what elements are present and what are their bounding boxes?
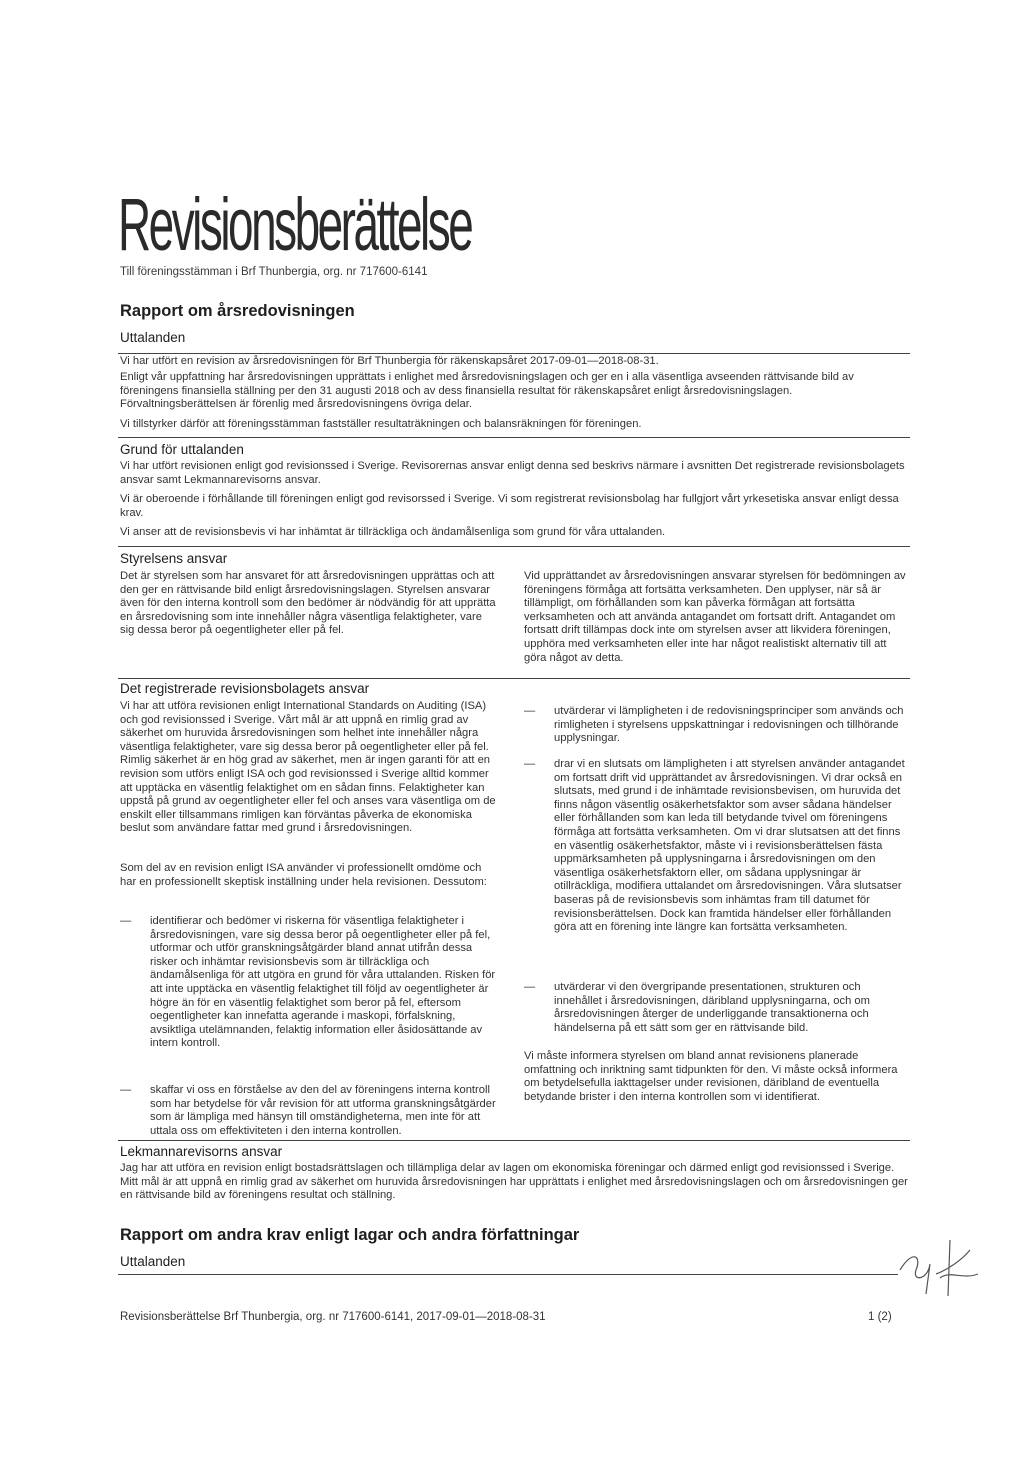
bullet-text: skaffar vi oss en förståelse av den del av föreningens interna kontroll som har betydelse för vår revision för att utforma granskningsåtgärder som är lämpliga med hänsyn till omständigheterna, men inte för att uttala oss om effektiviteten i den interna kontrollen. xyxy=(150,1084,496,1137)
list-item xyxy=(120,915,498,1051)
divider xyxy=(118,437,910,438)
footer-text: Revisionsberättelse Brf Thunbergia, org. nr 717600-6141, 2017-09-01—2018-08-31 xyxy=(120,1311,546,1323)
section-heading-rapport-andra-krav: Rapport om andra krav enligt lagar och andra författningar xyxy=(120,1226,580,1244)
paragraph-revisionsbolaget-1: Vi har att utföra revisionen enligt International Standards on Auditing (ISA) och god revisionssed i Sverige. Vårt mål är att uppnå en rimlig grad av säkerhet om huruvida årsredovisningen som helhet inte innehåller några väsentliga felaktigheter, vare sig dessa beror på oegentligheter eller på fel. Rimlig säkerhet är en hög grad av säkerhet, men är ingen garanti för att en revision som utförs enligt ISA och god revisionssed i Sverige alltid kommer att upptäcka en väsentlig felaktighet om en sådan finns. Felaktigheter kan uppstå på grund av oegentligheter eller fel och anses vara väsentliga om de enskilt eller tillsammans rimligen kan förväntas påverka de ekonomiska beslut som användare fattar med grund i årsredovisningen. xyxy=(120,700,496,835)
list-item xyxy=(120,1084,498,1138)
dash-bullet: — xyxy=(524,981,536,993)
document-subtitle: Till föreningsstämman i Brf Thunbergia, org. nr 717600-6141 xyxy=(120,266,428,278)
handwritten-initials-signature xyxy=(892,1200,992,1300)
bullet-text: drar vi en slutsats om lämpligheten i att styrelsen använder antagandet om fortsatt drift vid upprättandet av årsredovisningen. Vi drar också en slutsats, med grund i de inhämtade revisionsbevisen, om huruvida det finns någon väsentlig osäkerhetsfaktor som avser sådana händelser eller förhållanden som kan leda till betydande tvivel om föreningens förmåga att fortsätta verksamheten. Om vi drar slutsatsen att det finns en väsentlig osäkerhetsfaktor, måste vi i revisionsberättelsen fästa uppmärksamheten på upplysningarna i årsredovisningen om den väsentliga osäkerhetsfaktorn eller, om sådana upplysningar är otillräckliga, modifiera uttalandet om årsredovisningen. Våra slutsatser baseras på de revisionsbevis som inhämtas fram till datumet för revisionsberättelsen. Dock kan framtida händelser eller förhållanden göra att en förening inte längre kan fortsätta verksamheten. xyxy=(554,758,905,934)
document-title: Revisionsberättelse xyxy=(118,183,472,266)
paragraph-revisionsbolaget-3: Vi måste informera styrelsen om bland annat revisionens planerade omfattning och inriktning samt tidpunkten för den. Vi måste också informera om betydelsefulla iakttagelser under revisionen, däribland de eventuella betydande brister i den interna kontrollen som vi identifierat. xyxy=(524,1050,898,1103)
divider xyxy=(118,1274,898,1275)
paragraph-grund-3: Vi anser att de revisionsbevis vi har inhämtat är tillräckliga och ändamålsenliga som grund för våra uttalanden. xyxy=(120,526,666,538)
paragraph-styrelsen-right: Vid upprättandet av årsredovisningen ansvarar styrelsen för bedömningen av föreningens förmåga att fortsätta verksamheten. Den upplyser, när så är tillämpligt, om förhållanden som kan påverka förmågan att fortsätta verksamheten och att använda antagandet om fortsatt drift. Antagandet om fortsatt drift tillämpas dock inte om styrelsen avser att likvidera föreningen, upphöra med verksamheten eller inte har något realistiskt alternativ till att göra något av detta. xyxy=(524,570,906,664)
bullet-text: utvärderar vi den övergripande presentationen, strukturen och innehållet i årsredovisningen, däribland upplysningarna, och om årsredovisningen återger de underliggande transaktionerna och händelserna på ett sätt som ger en rättvisande bild. xyxy=(554,981,870,1034)
subheading-uttalanden-2: Uttalanden xyxy=(120,1254,186,1269)
divider xyxy=(118,1140,910,1141)
bullet-text: identifierar och bedömer vi riskerna för väsentliga felaktigheter i årsredovisningen, vare sig dessa beror på oegentligheter eller på fel, utformar och utför granskningsåtgärder bland annat utifrån dessa risker och inhämtar revisionsbevis som är tillräckliga och ändamålsenliga för att utgöra en grund för våra uttalanden. Risken för att inte upptäcka en väsentlig felaktighet till följd av oegentligheter är högre än för en väsentlig felaktighet som beror på fel, eftersom oegentligheter kan innefatta agerande i maskopi, förfalskning, avsiktliga utelämnanden, felaktig information eller åsidosättande av intern kontroll. xyxy=(150,915,496,1050)
list-item xyxy=(524,758,908,935)
dash-bullet: — xyxy=(524,758,536,770)
dash-bullet: — xyxy=(120,915,132,927)
bullet-text: utvärderar vi lämpligheten i de redovisningsprinciper som används och rimligheten i styrelsens uppskattningar i redovisningen och tillhörande upplysningar. xyxy=(554,705,904,745)
dash-bullet: — xyxy=(524,705,536,717)
paragraph-grund-1: Vi har utfört revisionen enligt god revisionssed i Sverige. Revisorernas ansvar enligt denna sed beskrivs närmare i avsnitten Det registrerade revisionsbolagets ansvar samt Lekmannarevisorns ansvar. xyxy=(120,460,905,486)
subheading-uttalanden: Uttalanden xyxy=(120,330,186,345)
paragraph-lekmann: Jag har att utföra en revision enligt bostadsrättslagen och tillämpliga delar av lagen om ekonomiska föreningar och därmed enligt god revisionssed i Sverige. Mitt mål är att uppnå en rimlig grad av säkerhet om huruvida årsredovisningen har upprättats i enlighet med årsredovisningslagen och om årsredovisningen ger en rättvisande bild av föreningens resultat och ställning. xyxy=(120,1162,908,1202)
subheading-lekmann: Lekmannarevisorns ansvar xyxy=(120,1144,283,1159)
paragraph-styrelsen-left: Det är styrelsen som har ansvaret för att årsredovisningen upprättas och att den ger en rättvisande bild enligt årsredovisningslagen. Styrelsen ansvarar även för den interna kontroll som den bedömer är nödvändig för att upprätta en årsredovisning som inte innehåller några väsentliga felaktigheter, vare sig dessa beror på oegentligheter eller på fel. xyxy=(120,570,496,637)
list-item xyxy=(524,705,908,746)
paragraph-uttalanden-1: Vi har utfört en revision av årsredovisningen för Brf Thunbergia för räkenskapsåret 2017-09-01—2018-08-31. xyxy=(120,355,659,367)
paragraph-uttalanden-3: Vi tillstyrker därför att föreningsstämman fastställer resultaträkningen och balansräkningen för föreningen. xyxy=(120,418,642,430)
list-item xyxy=(524,981,908,1035)
subheading-styrelsen: Styrelsens ansvar xyxy=(120,551,228,566)
divider xyxy=(118,546,910,547)
divider xyxy=(118,678,910,679)
paragraph-revisionsbolaget-2: Som del av en revision enligt ISA använder vi professionellt omdöme och har en professionellt skeptisk inställning under hela revisionen. Dessutom: xyxy=(120,862,487,888)
dash-bullet: — xyxy=(120,1084,132,1096)
subheading-revisionsbolaget: Det registrerade revisionsbolagets ansvar xyxy=(120,681,370,696)
subheading-grund: Grund för uttalanden xyxy=(120,442,244,457)
page-number: 1 (2) xyxy=(868,1311,892,1323)
paragraph-grund-2: Vi är oberoende i förhållande till föreningen enligt god revisorssed i Sverige. Vi som registrerat revisionsbolag har fullgjort vårt yrkesetiska ansvar enligt dessa krav. xyxy=(120,493,899,519)
paragraph-uttalanden-2: Enligt vår uppfattning har årsredovisningen upprättats i enlighet med årsredovisningslagen och ger en i alla väsentliga avseenden rättvisande bild av föreningens finansiella ställning per den 31 augusti 2018 och av dess finansiella resultat för räkenskapsåret enligt årsredovisningslagen. Förvaltningsberättelsen är förenlig med årsredovisningens övriga delar. xyxy=(120,371,854,411)
section-heading-rapport: Rapport om årsredovisningen xyxy=(120,302,355,320)
divider xyxy=(118,353,910,354)
